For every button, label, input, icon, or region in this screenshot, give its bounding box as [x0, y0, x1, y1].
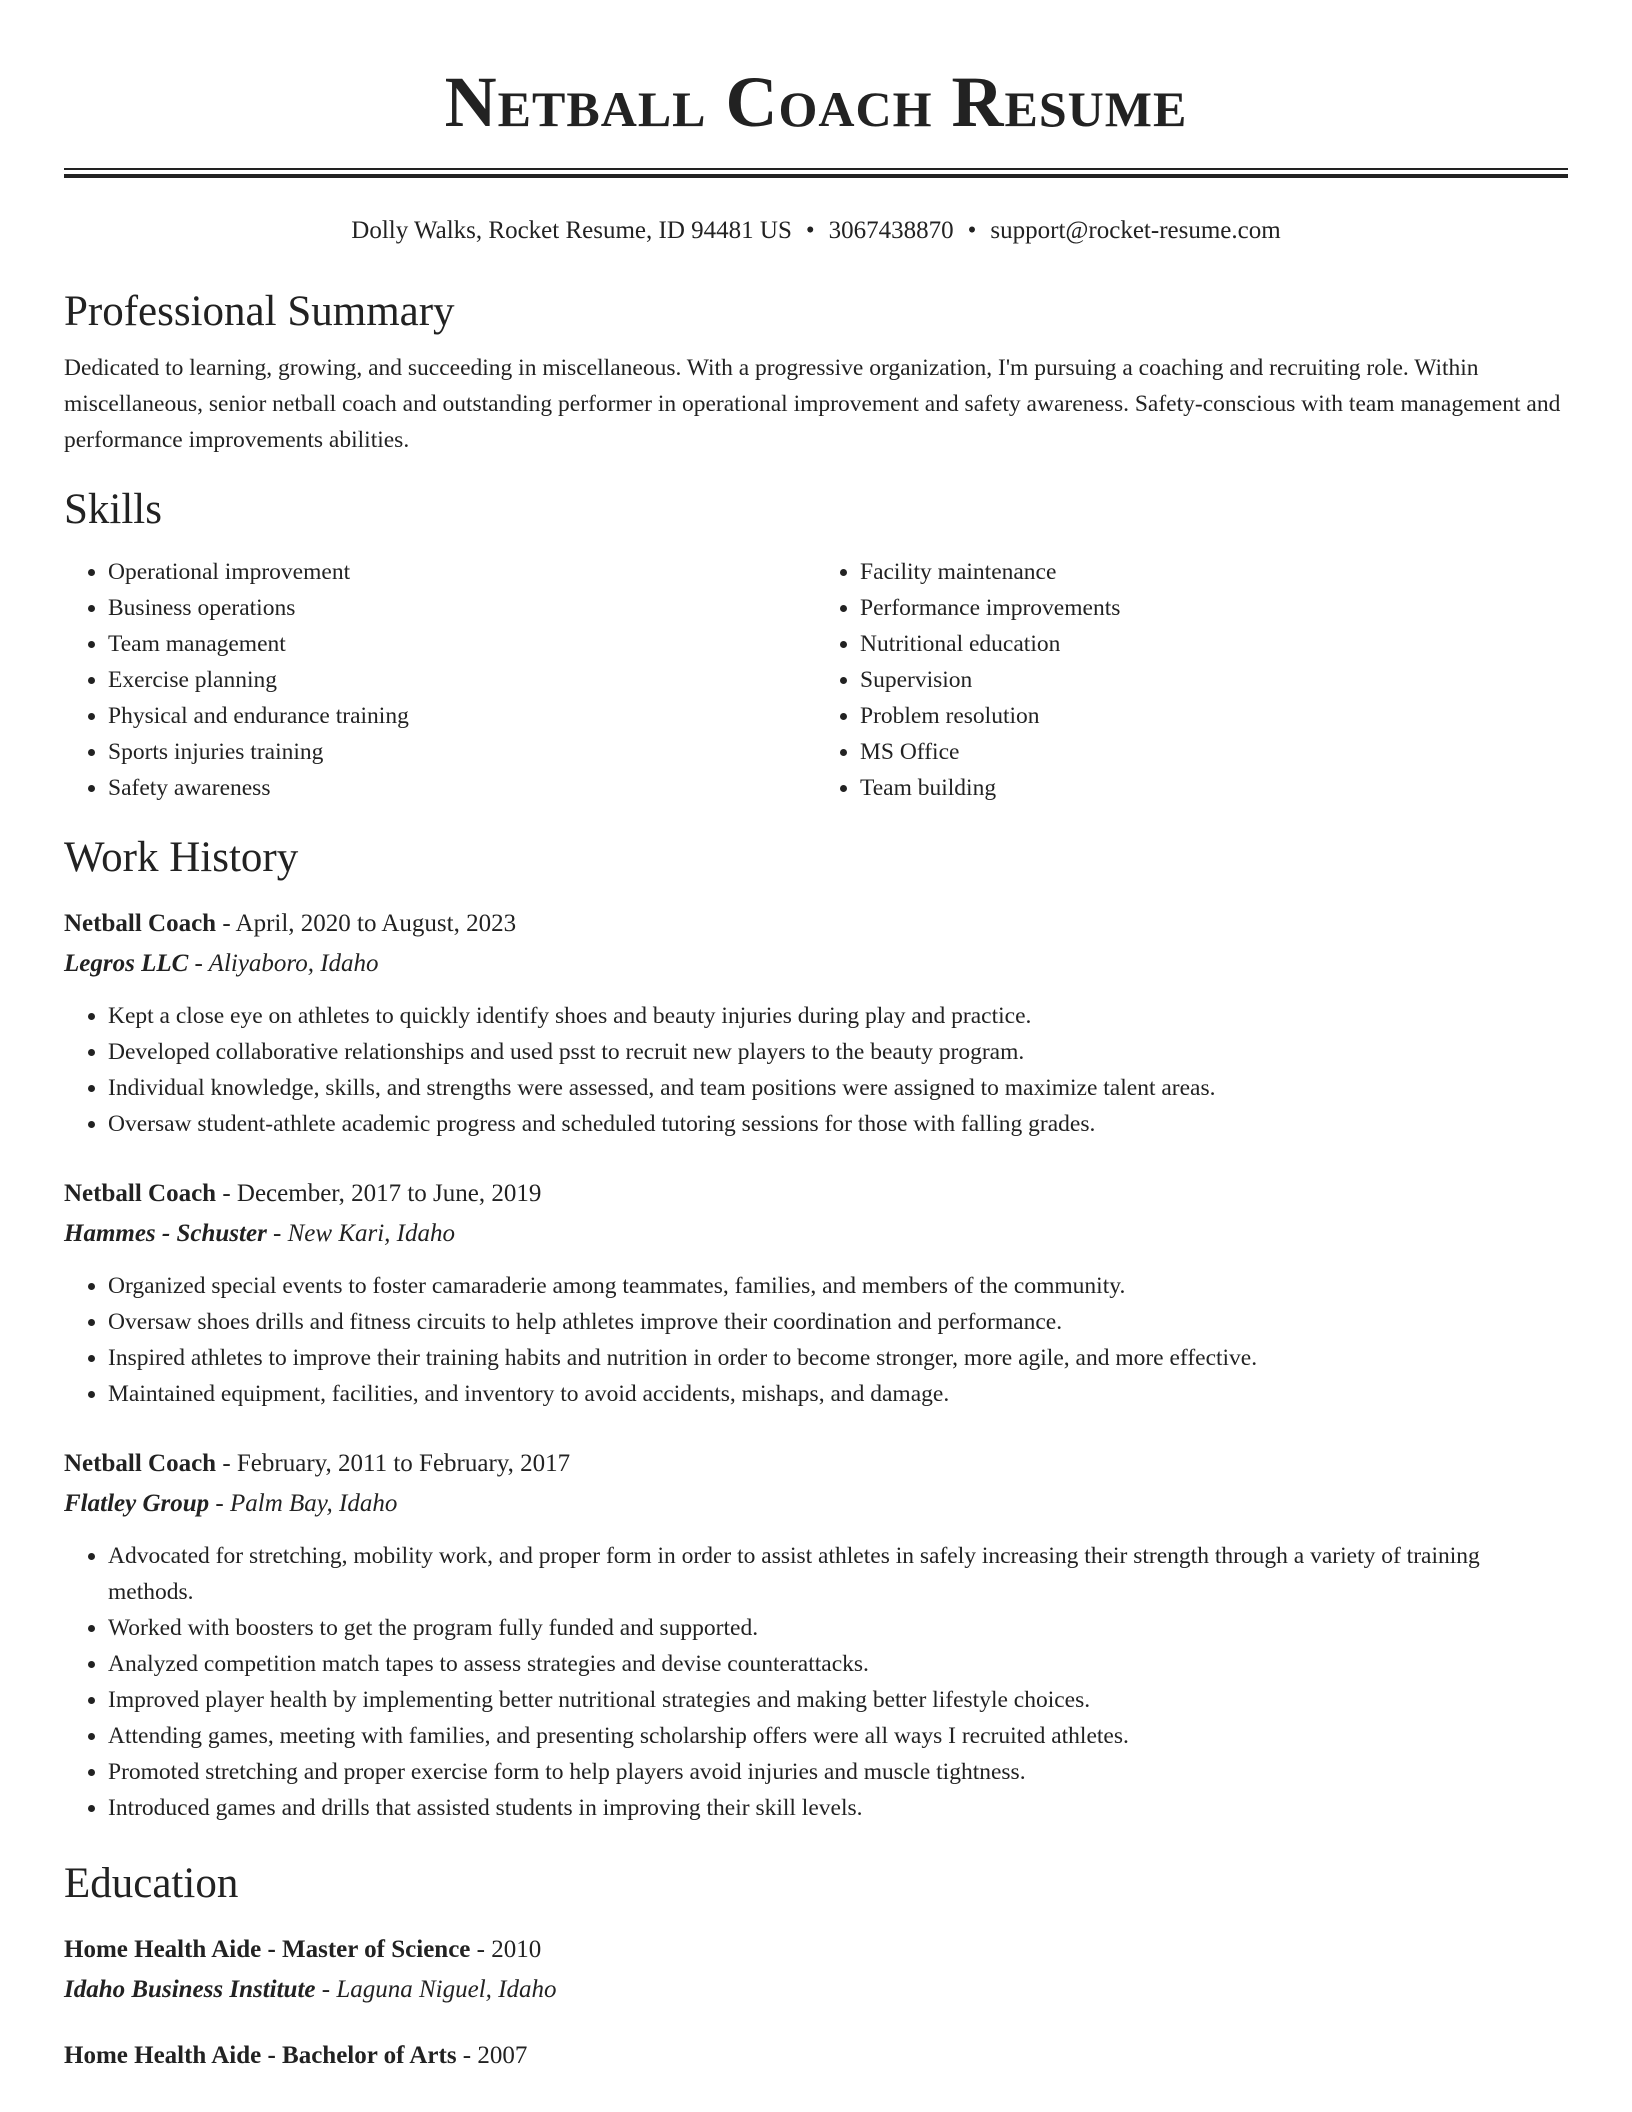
skill-item: • Team building [860, 770, 1568, 806]
skill-item: • Supervision [860, 662, 1568, 698]
job-org-line: Hammes - Schuster - New Kari, Idaho [64, 1220, 455, 1247]
degree-title: Home Health Aide - Bachelor of Arts [64, 2042, 457, 2069]
job-title: Netball Coach [64, 1180, 217, 1207]
job-bullet: • Inspired athletes to improve their training habits and nutrition in order to become stronger, more agile, and more effective. [108, 1340, 1568, 1376]
school-name: Idaho Business Institute [64, 1976, 316, 2003]
job-location: Palm Bay, Idaho [229, 1490, 398, 1517]
job-title-line: Netball Coach - February, 2011 to February, 2017 [64, 1450, 571, 1477]
summary-heading: Professional Summary [64, 288, 455, 335]
skill-item: • Exercise planning [108, 662, 816, 698]
school-line: Idaho Business Institute - Laguna Niguel, Idaho [64, 1976, 557, 2003]
job-bullet: • Promoted stretching and proper exercise form to help players avoid injuries and muscle tightness. [108, 1754, 1568, 1790]
education-entry [64, 2036, 1568, 2076]
contact-phone[interactable]: 3067438870 [828, 217, 954, 244]
skill-item: • Safety awareness [108, 770, 816, 806]
job-bullet: • Advocated for stretching, mobility work, and proper form in order to assist athletes in safely increasing their strength through a variety of training methods. [108, 1538, 1568, 1610]
skill-item: • Team management [108, 626, 816, 662]
job-bullets [64, 998, 1568, 1142]
job-bullet: • Attending games, meeting with families, and presenting scholarship offers were all ways I recruited athletes. [108, 1718, 1568, 1754]
job-org-line: Legros LLC - Aliyaboro, Idaho [64, 950, 379, 977]
skills-column-left [64, 554, 816, 806]
job-company: Flatley Group [64, 1490, 210, 1517]
title-divider [64, 168, 1568, 178]
skill-item: • Physical and endurance training [108, 698, 816, 734]
school-location: Laguna Niguel, Idaho [336, 1976, 557, 2003]
job-company: Hammes - Schuster [64, 1220, 267, 1247]
degree-title: Home Health Aide - Master of Science [64, 1936, 471, 1963]
job-bullets [64, 1268, 1568, 1412]
job-bullets [64, 1538, 1568, 1826]
skills-heading: Skills [64, 486, 162, 533]
job-dates: February, 2011 to February, 2017 [236, 1450, 571, 1477]
job-entry [64, 1174, 1568, 1412]
job-bullet: • Developed collaborative relationships and used psst to recruit new players to the beauty program. [108, 1034, 1568, 1070]
degree-year: 2007 [477, 2042, 528, 2069]
skill-item: • Nutritional education [860, 626, 1568, 662]
job-bullet: • Maintained equipment, facilities, and inventory to avoid accidents, mishaps, and damage. [108, 1376, 1568, 1412]
contact-separator: • [967, 217, 977, 244]
job-location: New Kari, Idaho [287, 1220, 455, 1247]
job-title-line: Netball Coach - December, 2017 to June, 2019 [64, 1180, 542, 1207]
job-bullet: • Individual knowledge, skills, and strengths were assessed, and team positions were assigned to maximize talent areas. [108, 1070, 1568, 1106]
skill-item: • MS Office [860, 734, 1568, 770]
job-bullet: • Introduced games and drills that assisted students in improving their skill levels. [108, 1790, 1568, 1826]
job-bullet: • Kept a close eye on athletes to quickly identify shoes and beauty injuries during play and practice. [108, 998, 1568, 1034]
job-org-line: Flatley Group - Palm Bay, Idaho [64, 1490, 398, 1517]
job-bullet: • Organized special events to foster camaraderie among teammates, families, and members of the community. [108, 1268, 1568, 1304]
degree-year: 2010 [491, 1936, 542, 1963]
job-entry [64, 1444, 1568, 1826]
skills-column-right [816, 554, 1568, 806]
skill-item: • Performance improvements [860, 590, 1568, 626]
job-company: Legros LLC [64, 950, 189, 977]
degree-line: Home Health Aide - Master of Science - 2010 [64, 1936, 542, 1963]
job-dates: April, 2020 to August, 2023 [235, 910, 517, 937]
job-bullet: • Improved player health by implementing better nutritional strategies and making better lifestyle choices. [108, 1682, 1568, 1718]
contact-separator: • [805, 217, 815, 244]
job-title-line: Netball Coach - April, 2020 to August, 2023 [64, 910, 517, 937]
education-heading: Education [64, 1860, 239, 1907]
degree-line: Home Health Aide - Bachelor of Arts - 2007 [64, 2042, 528, 2069]
skill-item: • Problem resolution [860, 698, 1568, 734]
skill-item: • Sports injuries training [108, 734, 816, 770]
skills-list [64, 554, 1568, 806]
education-entry [64, 1930, 1568, 2010]
skill-item: • Business operations [108, 590, 816, 626]
skill-item: • Facility maintenance [860, 554, 1568, 590]
work-history-heading: Work History [64, 834, 299, 881]
job-bullet: • Oversaw student-athlete academic progress and scheduled tutoring sessions for those with falling grades. [108, 1106, 1568, 1142]
contact-address: Dolly Walks, Rocket Resume, ID 94481 US [351, 217, 792, 244]
job-title: Netball Coach [64, 1450, 217, 1477]
contact-email[interactable]: support@rocket-resume.com [990, 217, 1281, 244]
job-dates: December, 2017 to June, 2019 [236, 1180, 542, 1207]
contact-line [64, 214, 1568, 248]
job-bullet: • Analyzed competition match tapes to assess strategies and devise counterattacks. [108, 1646, 1568, 1682]
skill-item: • Operational improvement [108, 554, 816, 590]
job-entry [64, 904, 1568, 1142]
job-title: Netball Coach [64, 910, 217, 937]
summary-text: Dedicated to learning, growing, and succeeding in miscellaneous. With a progressive organization, I'm pursuing a coaching and recruiting role. Within miscellaneous, senior netball coach and outstanding performer in operational improvement and safety awareness. Safety-conscious with team management and performance improvements abilities. [64, 355, 1561, 453]
job-bullet: • Oversaw shoes drills and fitness circuits to help athletes improve their coordination and performance. [108, 1304, 1568, 1340]
job-bullet: • Worked with boosters to get the program fully funded and supported. [108, 1610, 1568, 1646]
resume-title: Netball Coach Resume [444, 62, 1188, 142]
job-location: Aliyaboro, Idaho [208, 950, 379, 977]
